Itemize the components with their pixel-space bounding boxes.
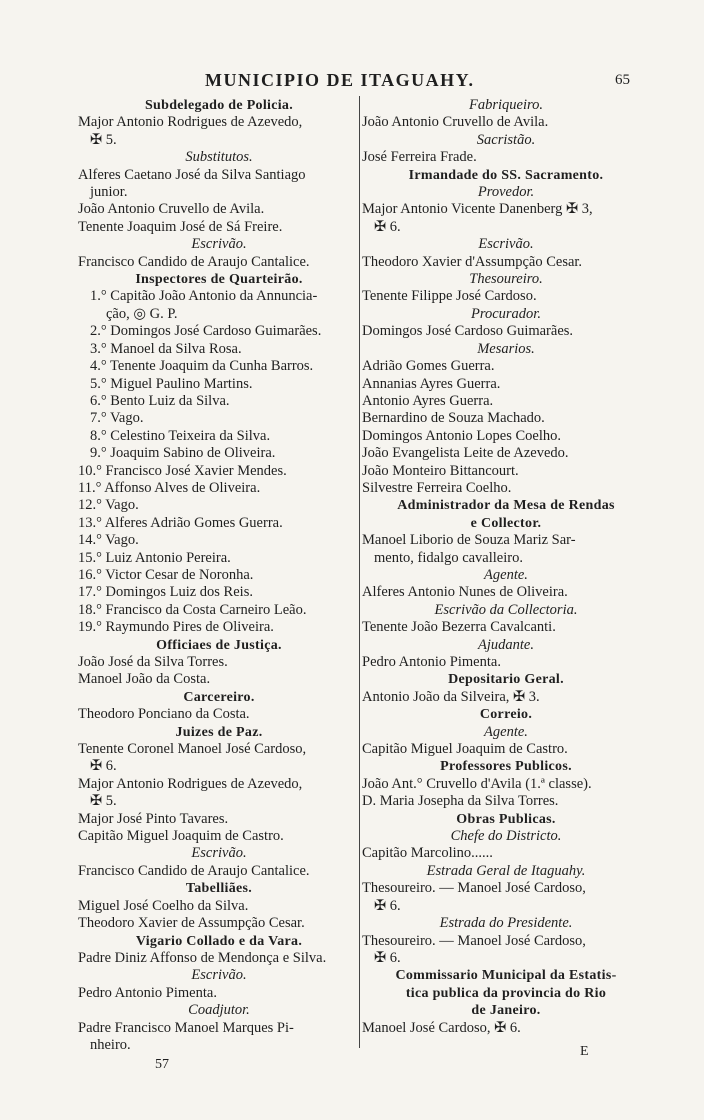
left-section-heading: Tabelliães. <box>185 881 253 897</box>
right-line: ✠ 6. <box>374 897 401 914</box>
left-line: 15.° Luiz Antonio Pereira. <box>78 549 231 566</box>
signature-mark: 57 <box>155 1057 169 1072</box>
right-role-heading: Provedor. <box>477 184 535 201</box>
right-line: Theodoro Xavier d'Assumpção Cesar. <box>362 253 583 270</box>
right-line: Antonio João da Silveira, ✠ 3. <box>362 688 540 705</box>
right-section-heading: tica publica da provincia do Rio <box>405 985 607 1001</box>
left-line: João José da Silva Torres. <box>78 654 228 670</box>
right-line: ✠ 6. <box>374 949 401 966</box>
left-line: Theodoro Xavier de Assumpção Cesar. <box>78 915 305 932</box>
right-section-heading: Administrador da Mesa de Rendas <box>397 498 615 514</box>
left-section-heading: Officiaes de Justiça. <box>156 637 282 653</box>
left-section-heading: Subdelegado de Policia. <box>144 98 294 113</box>
left-line: 13.° Alferes Adrião Gomes Guerra. <box>78 514 283 531</box>
left-line: Francisco Candido de Araujo Cantalice. <box>78 862 310 879</box>
right-line: João Ant.° Cruvello d'Avila (1.ª classe). <box>362 775 592 792</box>
left-line: Tenente Joaquim José de Sá Freire. <box>78 218 283 235</box>
left-line: 3.° Manoel da Silva Rosa. <box>90 340 242 357</box>
left-role-heading: Substitutos. <box>185 149 253 166</box>
right-section-heading: de Janeiro. <box>471 1003 541 1019</box>
right-line: Major Antonio Vicente Danenberg ✠ 3, <box>362 201 593 218</box>
right-column <box>362 97 650 1037</box>
left-line: 1.° Capitão João Antonio da Annuncia- <box>90 288 318 305</box>
right-line: Tenente Filippe José Cardoso. <box>362 288 537 305</box>
right-role-heading: Agente. <box>484 723 528 740</box>
right-role-heading: Thesoureiro. <box>469 271 543 288</box>
left-role-heading: Escrivão. <box>191 236 247 253</box>
right-line: Silvestre Ferreira Coelho. <box>362 479 512 496</box>
right-line: Alferes Antonio Nunes de Oliveira. <box>362 584 568 601</box>
right-role-heading: Fabriqueiro. <box>469 97 543 113</box>
right-line: João Evangelista Leite de Azevedo. <box>362 445 569 462</box>
right-line: Domingos José Cardoso Guimarães. <box>362 323 574 340</box>
left-section-heading: Inspectores de Quarteirão. <box>135 272 303 288</box>
left-role-heading: Coadjutor. <box>188 1002 250 1019</box>
left-line: ✠ 5. <box>90 131 117 148</box>
right-section-heading: Commissario Municipal da Estatis- <box>395 968 617 984</box>
right-section-heading: Obras Publicas. <box>456 811 556 827</box>
left-line: 8.° Celestino Teixeira da Silva. <box>90 427 271 444</box>
right-role-heading: Sacristão. <box>476 131 536 148</box>
right-line: Capitão Marcolino...... <box>362 845 493 862</box>
left-line: 18.° Francisco da Costa Carneiro Leão. <box>78 601 307 618</box>
right-line: ✠ 6. <box>374 218 401 235</box>
right-line: Annanias Ayres Guerra. <box>362 375 501 392</box>
left-line: Tenente Coronel Manoel José Cardoso, <box>78 741 307 758</box>
left-line: Miguel José Coelho da Silva. <box>78 897 249 914</box>
left-section-heading: Juizes de Paz. <box>175 724 263 740</box>
right-role-heading: Procurador. <box>471 305 541 322</box>
page-header <box>0 70 704 94</box>
left-line: 19.° Raymundo Pires de Oliveira. <box>78 619 274 636</box>
left-line: ✠ 6. <box>90 758 117 775</box>
right-role-heading: Escrivão. <box>478 236 534 253</box>
left-line: 12.° Vago. <box>78 497 139 514</box>
column-divider <box>359 96 360 1048</box>
right-line: Thesoureiro. — Manoel José Cardoso, <box>362 932 586 949</box>
right-section-heading: Professores Publicos. <box>440 759 572 775</box>
left-line: 16.° Victor Cesar de Noronha. <box>78 566 254 583</box>
left-line: Padre Francisco Manoel Marques Pi- <box>78 1019 294 1036</box>
left-line: Alferes Caetano José da Silva Santiago <box>78 166 306 183</box>
right-role-heading: Escrivão da Collectoria. <box>434 601 578 618</box>
right-line: João Monteiro Bittancourt. <box>362 462 519 479</box>
right-role-heading: Agente. <box>484 566 528 583</box>
right-line: Manoel Liborio de Souza Mariz Sar- <box>362 532 576 549</box>
signature-letter: E <box>580 1044 589 1059</box>
running-title: MUNICIPIO DE ITAGUAHY. <box>205 70 475 90</box>
right-line: José Ferreira Frade. <box>362 149 477 166</box>
right-role-heading: Estrada do Presidente. <box>439 915 573 932</box>
right-line: Capitão Miguel Joaquim de Castro. <box>362 741 568 758</box>
left-line: Major Antonio Rodrigues de Azevedo, <box>78 114 303 131</box>
right-section-heading: Correio. <box>479 707 533 723</box>
left-line: 6.° Bento Luiz da Silva. <box>90 392 230 409</box>
right-line: Manoel José Cardoso, ✠ 6. <box>362 1019 521 1036</box>
left-line: 10.° Francisco José Xavier Mendes. <box>78 462 287 479</box>
left-line: nheiro. <box>90 1036 131 1053</box>
left-role-heading: Escrivão. <box>191 845 247 862</box>
left-line: João Antonio Cruvello de Avila. <box>78 201 265 218</box>
left-line: Padre Diniz Affonso de Mendonça e Silva. <box>78 949 327 966</box>
left-line: ção, ◎ G. P. <box>106 305 178 322</box>
right-line: Pedro Antonio Pimenta. <box>362 654 501 670</box>
left-section-heading: Carcereiro. <box>183 689 255 705</box>
left-line: 4.° Tenente Joaquim da Cunha Barros. <box>90 358 314 375</box>
left-line: 2.° Domingos José Cardoso Guimarães. <box>90 323 322 340</box>
left-line: Capitão Miguel Joaquim de Castro. <box>78 828 284 845</box>
right-role-heading: Mesarios. <box>477 340 535 357</box>
right-role-heading: Chefe do Districto. <box>450 828 562 845</box>
right-line: Tenente João Bezerra Cavalcanti. <box>362 619 556 636</box>
right-line: Adrião Gomes Guerra. <box>362 358 495 375</box>
left-line: junior. <box>90 184 128 201</box>
right-line: mento, fidalgo cavalleiro. <box>374 549 523 566</box>
left-line: Manoel João da Costa. <box>78 671 211 688</box>
left-line: Theodoro Ponciano da Costa. <box>78 706 250 723</box>
left-line: 14.° Vago. <box>78 532 139 549</box>
right-section-heading: Irmandade do SS. Sacramento. <box>408 167 604 183</box>
right-line: Bernardino de Souza Machado. <box>362 410 545 427</box>
left-line: Pedro Antonio Pimenta. <box>78 984 217 1001</box>
left-line: Francisco Candido de Araujo Cantalice. <box>78 253 310 270</box>
right-section-heading: e Collector. <box>470 515 542 531</box>
right-section-heading: Depositario Geral. <box>448 672 564 688</box>
left-line: 17.° Domingos Luiz dos Reis. <box>78 584 253 601</box>
right-line: D. Maria Josepha da Silva Torres. <box>362 793 559 810</box>
page-number: 65 <box>615 72 630 88</box>
left-role-heading: Escrivão. <box>191 967 247 984</box>
left-column <box>78 97 360 1054</box>
left-line: 7.° Vago. <box>90 410 144 427</box>
left-line: Major José Pinto Tavares. <box>78 810 229 827</box>
left-line: 9.° Joaquim Sabino de Oliveira. <box>90 445 276 462</box>
right-role-heading: Ajudante. <box>478 636 534 653</box>
right-line: Domingos Antonio Lopes Coelho. <box>362 427 561 444</box>
right-line: João Antonio Cruvello de Avila. <box>362 114 549 131</box>
left-line: 5.° Miguel Paulino Martins. <box>90 375 253 392</box>
left-section-heading: Vigario Collado e da Vara. <box>135 933 303 949</box>
right-line: Antonio Ayres Guerra. <box>362 392 494 409</box>
right-line: Thesoureiro. — Manoel José Cardoso, <box>362 880 586 897</box>
left-line: ✠ 5. <box>90 793 117 810</box>
right-role-heading: Estrada Geral de Itaguahy. <box>426 862 586 879</box>
left-line: 11.° Affonso Alves de Oliveira. <box>78 479 261 496</box>
left-line: Major Antonio Rodrigues de Azevedo, <box>78 775 303 792</box>
